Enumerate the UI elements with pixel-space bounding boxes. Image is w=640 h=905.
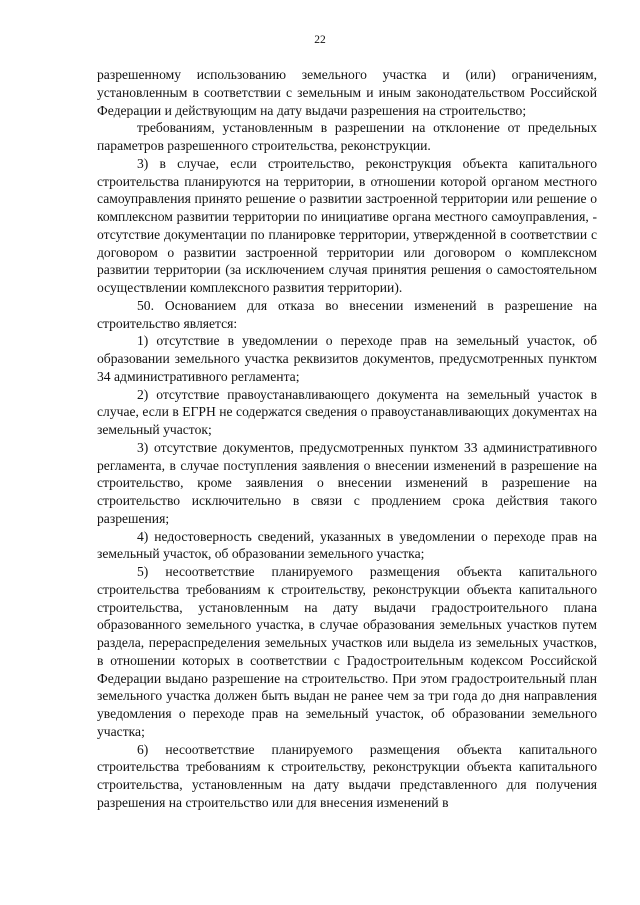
paragraph-item-6: 6) несоответствие планируемого размещения объекта капитального строительства требованиям к строительству, реконструкции объекта капитального строительства, установленным на дату выдачи представленного для получения разрешения на строительство или для внесения изменений в (97, 741, 597, 810)
paragraph-item-5: 5) несоответствие планируемого размещения объекта капитального строительства требованиям к строительству, реконструкции объекта капитального строительства, установленным на дату выдачи градостроительного плана образованного земельного участка, в случае образования земельных участков путем раздела, перераспределения земельных участков или выдела из земельных участков, в отношении которых в соответствии с Градостроительным кодексом Российской Федерации выдано разрешение на строительство. При этом градостроительный план земельного участка должен быть выдан не ранее чем за три года до дня направления уведомления о переходе прав на земельный участок, об образовании земельного участка; (97, 564, 597, 739)
paragraph-item-3-territory: 3) в случае, если строительство, реконструкция объекта капитального строительства планируются на территории, в отношении которой органом местного самоуправления принято решение о развитии застроенной территории или решение о комплексном развитии территории по инициативе органа местного самоуправления, - отсутствие документации по планировке территории, утвержденной в соответствии с договором о развитии застроенной территории или договором о комплексном развитии территории (за исключением случая принятия решения о самостоятельном осуществлении комплексного развития территории). (97, 155, 597, 295)
paragraph-item-2: 2) отсутствие правоустанавливающего документа на земельный участок в случае, если в ЕГРН не содержатся сведения о правоустанавливающих документах на земельный участок; (97, 386, 597, 437)
paragraph-item-4: 4) недостоверность сведений, указанных в уведомлении о переходе прав на земельный участок, об образовании земельного участка; (97, 528, 597, 562)
paragraph-item-1: 1) отсутствие в уведомлении о переходе прав на земельный участок, об образовании земельного участка реквизитов документов, предусмотренных пунктом 34 административного регламента; (97, 333, 597, 384)
document-body (97, 66, 597, 812)
paragraph-deviation-permit: требованиям, установленным в разрешении на отклонение от предельных параметров разрешенного строительства, реконструкции. (97, 120, 597, 153)
paragraph-section-50: 50. Основанием для отказа во внесении изменений в разрешение на строительство является: (97, 297, 597, 331)
paragraph-item-3: 3) отсутствие документов, предусмотренных пунктом 33 административного регламента, в случае поступления заявления о внесении изменений в разрешение на строительство, кроме заявления о внесении изменений в разрешение на строительство исключительно в связи с продлением срока действия такого разрешения; (97, 439, 597, 526)
page-number: 22 (314, 34, 326, 46)
paragraph-continuation: разрешенному использованию земельного участка и (или) ограничениям, установленным в соответствии с земельным и иным законодательством Российской Федерации и действующим на дату выдачи разрешения на строительство; (97, 67, 597, 118)
